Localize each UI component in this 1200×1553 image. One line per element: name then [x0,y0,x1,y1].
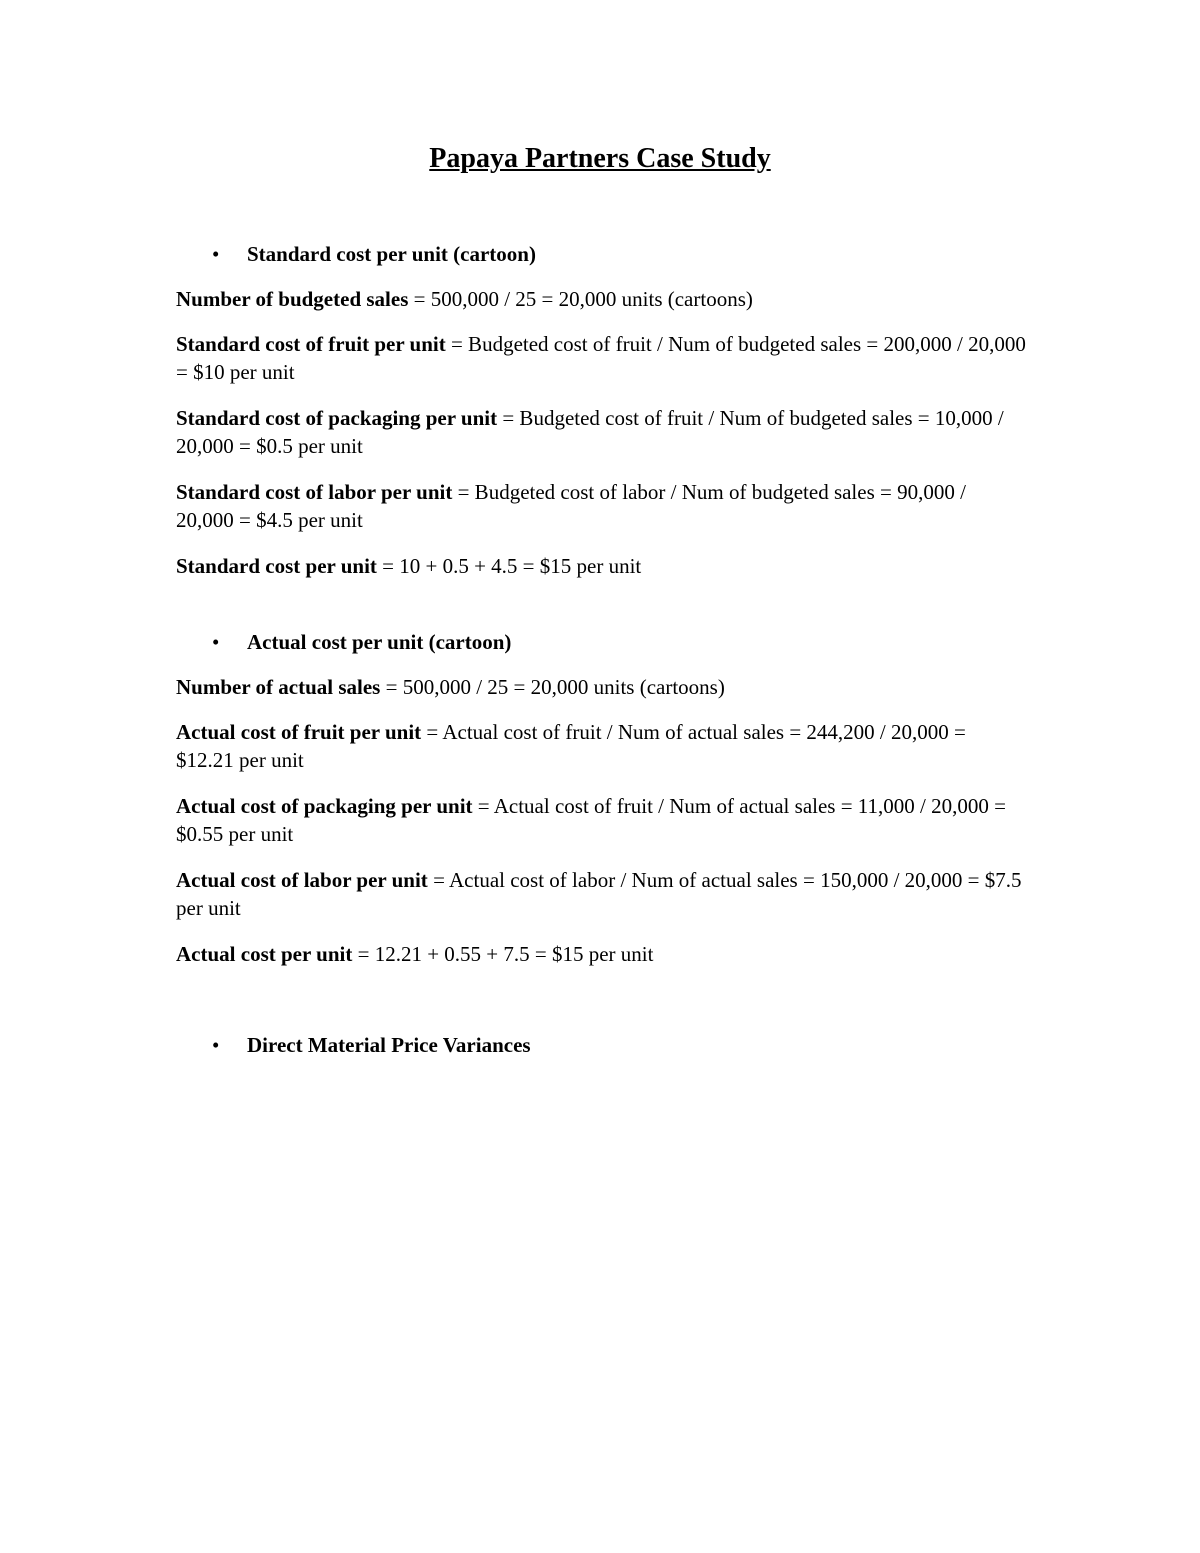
bullet-icon: • [212,242,220,266]
paragraph-label: Actual cost of fruit per unit [176,720,422,744]
paragraph-label: Standard cost of labor per unit [176,480,453,504]
paragraph-label: Standard cost per unit [176,554,377,578]
paragraph-actual-fruit-cost [176,718,1026,774]
document-title: Papaya Partners Case Study [429,143,771,174]
paragraph-label: Standard cost of packaging per unit [176,406,498,430]
paragraph-actual-sales [176,673,1026,701]
paragraph-standard-fruit-cost [176,330,1026,386]
paragraph-text: = 12.21 + 0.55 + 7.5 = $15 per unit [352,942,654,966]
section-heading-text: Direct Material Price Variances [247,1033,531,1057]
paragraph-budgeted-sales [176,285,1026,313]
bullet-icon: • [212,1033,220,1057]
paragraph-label: Number of budgeted sales [176,287,409,311]
paragraph-label: Actual cost of labor per unit [176,868,428,892]
paragraph-text: = Actual cost of fruit / Num of actual sales = 11,000 / 20,000 = $0.55 per unit [176,794,1006,846]
paragraph-actual-packaging-cost [176,792,1026,848]
section-heading-text: Standard cost per unit (cartoon) [247,242,536,266]
paragraph-label: Standard cost of fruit per unit [176,332,446,356]
bullet-icon: • [212,630,220,654]
paragraph-text: = Actual cost of labor / Num of actual sales = 150,000 / 20,000 = $7.5 per unit [176,868,1022,920]
paragraph-text: = Budgeted cost of fruit / Num of budgeted sales = 10,000 / 20,000 = $0.5 per unit [176,406,1004,458]
paragraph-actual-total-cost [176,940,1026,968]
paragraph-standard-packaging-cost [176,404,1026,460]
section-heading-text: Actual cost per unit (cartoon) [247,630,512,654]
paragraph-text: = 500,000 / 25 = 20,000 units (cartoons) [380,675,725,699]
paragraph-text: = Budgeted cost of fruit / Num of budgeted sales = 200,000 / 20,000 = $10 per unit [176,332,1026,384]
paragraph-label: Number of actual sales [176,675,381,699]
paragraph-text: = Actual cost of fruit / Num of actual sales = 244,200 / 20,000 = $12.21 per unit [176,720,966,772]
paragraph-standard-total-cost [176,552,1026,580]
paragraph-text: = 500,000 / 25 = 20,000 units (cartoons) [408,287,753,311]
paragraph-standard-labor-cost [176,478,1026,534]
paragraph-actual-labor-cost [176,866,1026,922]
paragraph-text: = Budgeted cost of labor / Num of budgeted sales = 90,000 / 20,000 = $4.5 per unit [176,480,966,532]
paragraph-label: Actual cost per unit [176,942,353,966]
paragraph-label: Actual cost of packaging per unit [176,794,473,818]
paragraph-text: = 10 + 0.5 + 4.5 = $15 per unit [376,554,642,578]
